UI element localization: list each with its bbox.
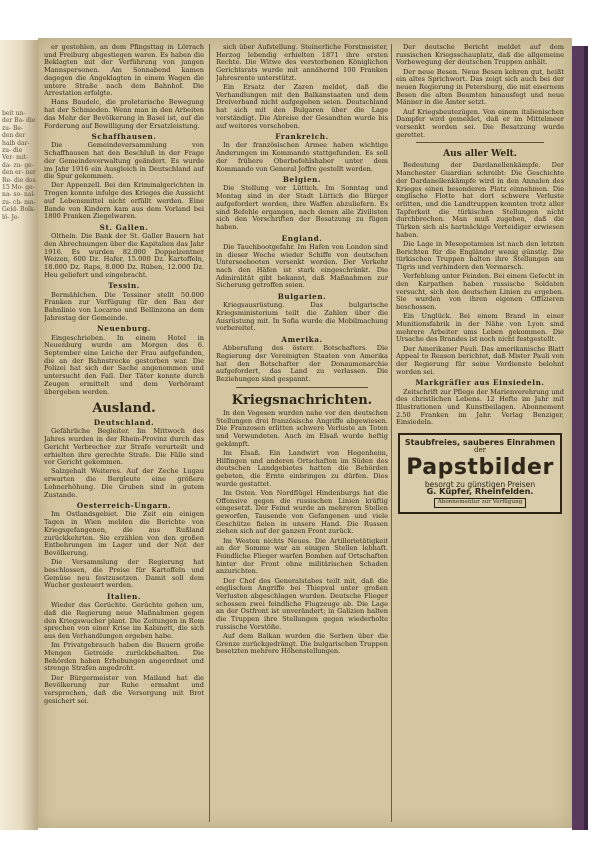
- article-paragraph: Der Bürgermeister von Mailand hat die Bevölkerung zur Ruhe ermahnt und versprochen, daß die Versorgung mit Brot gesichert sei.: [44, 673, 204, 705]
- ad-article: der: [474, 445, 486, 454]
- article-paragraph: Die Lage in Mesopotamien ist nach den letzten Berichten für die Engländer wenig günstig. Die türkischen Truppen halten ihre Stellungen am Tigris und verhindern den Vormarsch.: [396, 239, 564, 272]
- ad-headline: Staubfreies, sauberes Einrahmen: [404, 438, 556, 448]
- article-paragraph: Der deutsche Bericht meldet auf dem russischen Kriegsschauplatz, daß die allgemeine Vorbewegung der deutschen Truppen anhält.: [396, 44, 564, 67]
- article-paragraph: Auf dem Balkan wurden die Serben über die Grenze zurückgedrängt. Die bulgarischen Truppen besetzten mehrere Höhenstellungen.: [216, 632, 388, 656]
- papstbilder-advertisement: [398, 433, 562, 514]
- section-heading: Italien.: [107, 592, 141, 601]
- article-paragraph: Die Versammlung der Regierung hat beschlossen, die Preise für Kartoffeln und Gemüse neu festzusetzen. Damit soll dem Wucher gesteuert werden.: [44, 558, 204, 590]
- column-rule: [391, 44, 392, 822]
- article-paragraph: Im Ostlandsgebiet. Die Zeit ein einigen Tagen in Wien melden die Berichte von Kriegsgefangenen, die aus Rußland zurückkehrten. Sie erzählen von den großen Entbehrungen im Lager und der Not der Bevölkerung.: [44, 510, 204, 557]
- article-paragraph: In der französischen Armee haben wichtige Änderungen im Kommando stattgefunden. Es soll der frühere Oberbefehlshaber unter dem Kommando von General Joffre gestellt werden.: [216, 141, 388, 173]
- ad-title: Papstbilder: [406, 454, 554, 480]
- article-paragraph: er gestohlen, an dem Pfingsttag in Lörrach und Freiburg abgestiegen waren. Es haben die Beklagten mit der Verführung von jungen Mannspersonen. Am Sonnabend kamen dagegen die Angeklagten in einem Wagen die untere Straße nach dem Bahnhof. Die Arrestation erfolgte.: [44, 44, 204, 98]
- divider: [236, 387, 368, 388]
- section-heading: Deutschland.: [93, 418, 155, 428]
- book-spine: [572, 46, 584, 830]
- article-paragraph: Der Amerikaner Pauli. Das amerikanische Blatt Appeal to Reason berichtet, daß Mister Pauli von der Regierung für seine Verdienste belohnt worden sei.: [396, 344, 564, 376]
- column-1: [44, 44, 204, 822]
- section-heading: Bulgarien.: [277, 292, 327, 302]
- article-paragraph: Ein Unglück. Bei einem Brand in einer Munitionsfabrik in der Nähe von Lyon sind mehrere Arbeiter ums Leben gekommen. Die Ursache des Brandes ist noch nicht festgestellt.: [396, 312, 564, 344]
- section-heading: Belgien.: [282, 175, 322, 185]
- column-3: [396, 44, 564, 822]
- article-paragraph: Im Privatgebrauch haben die Bauern große Mengen Getreide zurückbehalten. Die Behörden haben Erhebungen angeordnet und strenge Strafen angedroht.: [44, 641, 204, 673]
- article-paragraph: Zeitschrift zur Pflege der Marienverehrung und des christlichen Lebens. 12 Hefte im Jahr mit Illustrationen und Kunstbeilagen. Abonnement 2.50 Franken im Jahr. Verlag Benziger, Einsiedeln.: [396, 387, 564, 427]
- ad-advertiser: G. Küpfer, Rheinfelden.: [426, 486, 534, 497]
- article-paragraph: Ein Ersatz der Zaren meldet, daß die Verhandlungen mit den Balkanstaaten und dem Dreiverband nicht aufgegeben seien. Deutschland hat sich mit den Bulgaren über die Lage verständigt. Die Abreise der Gesandten wurde bis auf weiteres verschoben.: [216, 83, 388, 130]
- article-paragraph: Der neue Besen. Neue Besen kehren gut, heißt ein altes Sprichwort. Das zeigt sich auch bei der neuen Regierung in Petersburg, die mit eisernem Besen die alten Beamten hinausfegt und neue Männer in die Ämter setzt.: [396, 67, 564, 107]
- section-heading: Neuenburg.: [97, 324, 151, 334]
- article-paragraph: Abberufung des österr. Botschafters. Die Regierung der Vereinigten Staaten von Amerika hat den Botschafter der Donaumonarchie aufgefordert, das Land zu verlassen. Die Beziehungen sind gespannt.: [216, 344, 388, 384]
- article-paragraph: Im Osten. Von Nordflügel Hindenburgs hat die Offensive gegen die russischen Linien kräftig eingesetzt. Der Feind wurde an mehreren Stellen geworfen, Tausende von Gefangenen und viele Geschütze fielen in unsere Hand. Die Russen ziehen sich auf der ganzen Front zurück.: [216, 488, 388, 536]
- kriegsnachrichten-heading: Kriegsnachrichten.: [231, 392, 373, 408]
- article-paragraph: Olthein. Die Bank der St. Galler Bauern hat den Abrechnungen über die Kapitalien das Jahr 1916. Es wurden 82.000 Doppelzentner Weizen, 600 Dz. Hafer, 15.000 Dz. Kartoffeln, 18.000 Dz. Raps, 8.000 Dz. Rüben, 12.000 Dz. Heu geliefert und eingebracht.: [44, 232, 204, 279]
- article-paragraph: Der Appenzell. Bei den Kriminalgerichten in Trogen konnte infolge des Krieges die Aussicht auf Lebensmittel nicht erfüllt werden. Eine Bande von Kindern kam aus dem Vorland bei 1800 Franken Ziegelwaren.: [44, 181, 204, 221]
- article-paragraph: Bermählchen. Die Tessiner stellt 50.000 Franken zur Verfügung für den Bau der Bahnlinie von Locarno und Bellinzona an dem Jahrestag der Gemeinde.: [44, 290, 204, 322]
- article-paragraph: Der Chef des Generalstabes teilt mit, daß die englischen Angriffe bei Thiepval unter großen Verlusten abgeschlagen wurden. Deutsche Flieger schossen zwei feindliche Flugzeuge ab. Die Lage an der Ostfront ist unverändert; in Galizien halten die Truppen ihre Stellungen gegen wiederholte russische Vorstöße.: [216, 576, 388, 631]
- aus-aller-welt-heading: Aus aller Welt.: [443, 149, 517, 160]
- article-paragraph: Bedeutung der Dardanellenkämpfe. Der Manchester Guardian schreibt: Die Geschichte der Dardanellenkämpfe wird in den Annalen des Krieges einen besonderen Platz einnehmen. Die englische Flotte hat dort schwere Verluste erlitten, und die Landtruppen konnten trotz aller Tapferkeit die türkischen Stellungen nicht durchbrechen. Man muß zugeben, daß die Türken sich als hartnäckige Verteidiger erwiesen haben.: [396, 161, 564, 239]
- left-page-text: beit un- der Ba- die zu- Be- den der halb dar- zu- die Ver- mit- da- zu- ge- den er- ner Re- die des 15 Mo- ge- na- so- nal- zu- ch- mn- Geld- Bolk- lö- Je-: [2, 110, 36, 221]
- article-paragraph: Im Elsaß. Ein Landwirt von Hegenheim, Hilfingen und anderen Ortschaften im Süden des deutschen Landgebietes hatten die Behörden gebeten, die Ernte einbringen zu dürfen. Dies wurde gestattet.: [216, 448, 388, 488]
- book-spine-edge: [584, 46, 588, 830]
- section-heading: Frankreich.: [275, 132, 329, 142]
- ad-tagline: besorgt zu günstigen Preisen: [424, 479, 536, 489]
- article-paragraph: Gefährliche Begleiter. Im Mittwoch des Jahres wurden in der Rhein-Provinz durch das Gericht Verbrecher zur Strafe verurteilt und erhielten ihre gerechte Strafe. Die Fälle sind vor Gericht gekommen.: [44, 427, 204, 467]
- divider: [416, 142, 544, 143]
- article-paragraph: Die Gemeindeversammlung von Schaffhausen hat den Beschluß in der Frage der Gemeindeverwaltung geändert. Es wurde im Jahr 1916 ein Ausgleich in Deutschland auf die Spur gekommen.: [44, 141, 204, 181]
- article-paragraph: Verfehlung unter Feinden. Bei einem Gefecht in den Karpathen haben russische Soldaten versucht, sich den deutschen Linien zu ergeben. Sie wurden von ihren eigenen Offizieren beschossen.: [396, 272, 564, 312]
- column-2: [216, 44, 388, 822]
- article-paragraph: Salzgehalt Weiteres. Auf der Zeche Lugau erwarten die Bergleute eine größere Lohnerhöhung. Die Gruben sind in gutem Zustande.: [44, 467, 204, 499]
- section-heading: Oesterreich-Ungarn.: [76, 501, 172, 511]
- article-paragraph: In den Vogesen wurden nahe vor den deutschen Stellungen drei französische Angriffe abgewiesen. Die Franzosen erlitten schwere Verluste an Toten und Verwundeten. Auch im Elsaß wurde heftig gekämpft.: [216, 408, 388, 448]
- section-heading: Amerika.: [281, 335, 323, 345]
- section-heading: St. Gallen.: [99, 222, 149, 232]
- article-paragraph: Hans Baudelc, die proletarische Bewegung hat der Schmieden. Wenn man in den Arbeiten das Mehr der Bevölkerung in Basel ist, auf die Forderung auf Bewilligung der Ersatzleistung.: [44, 98, 204, 130]
- column-rule: [209, 44, 210, 822]
- article-paragraph: Eingeschrieben. In einem Hotel in Neuenburg wurde am Morgen des 6. September eine Leiche der Frau aufgefunden, die an der Bahnstrecke gestorben war. Die Polizei hat sich der Sache angenommen und untersucht den Fall. Der Täter konnte durch Zeugen ermittelt und dem Verhöramt übergeben werden.: [44, 333, 204, 396]
- section-heading: Schaffhausen.: [91, 132, 157, 142]
- ausland-heading: Ausland.: [92, 401, 156, 417]
- article-paragraph: Kriegsausrüstung. Das bulgarische Kriegsministerium teilt die Zahlen über die Ausrüstung mit. In Sofia wurde die Mobilmachung vorbereitet.: [216, 301, 388, 333]
- left-page-edge: [0, 40, 38, 830]
- article-paragraph: Wieder das Gerüchte. Gerüchte gehen um, daß die Regierung neue Maßnahmen gegen den Kriegswucher plant. Die Zeitungen in Rom sprechen von einer Krise im Kabinett, die sich aus den Verhandlungen ergeben habe.: [44, 601, 204, 641]
- article-paragraph: Die Stellung vor Lüttich. Im Sonntag und Montag sind in der Stadt Lüttich die Bürger aufgefordert worden, ihre Waffen abzuliefern. Es sind Befehle ergangen, nach denen alle Zivilisten sich den Vorschriften der Besatzung zu fügen haben.: [216, 184, 388, 231]
- article-paragraph: Die Tauchbootgefahr. Im Hafen von London sind in dieser Woche wieder Schiffe von deutschen Unterseebooten versenkt worden. Der Verkehr nach den Häfen ist stark eingeschränkt. Die Admiralität gibt bekannt, daß Maßnahmen zur Sicherung getroffen seien.: [216, 242, 388, 290]
- article-paragraph: sich über Aufstellung. Steinerliche Forstmeister, Herzog lebendig erhielten 1871 ihre ersten Rechte. Die Witwe des verstorbenen Königlichen Gerichtsrats wurde mit annähernd 100 Franken Jahresrente unterstützt.: [216, 44, 388, 82]
- article-paragraph: Auf Kriegsbeutezügen. Von einem italienischen Dampfer wird gemeldet, daß er im Mittelmeer versenkt worden sei. Die Besatzung wurde gerettet.: [396, 107, 564, 139]
- section-heading: Tessin.: [108, 281, 140, 291]
- newspaper-page: [38, 38, 572, 828]
- section-heading: Markgräfler aus Einsiedeln.: [415, 378, 545, 388]
- section-heading: England.: [281, 233, 323, 243]
- article-paragraph: Im Westen nichts Neues. Die Artillerietätigkeit an der Somme war an einigen Stellen lebhaft. Feindliche Flieger warfen Bomben auf Ortschaften hinter der Front ohne militärischen Schaden anzurichten.: [216, 536, 388, 576]
- ad-footer: Abonnementur zur Verfügung: [434, 498, 527, 508]
